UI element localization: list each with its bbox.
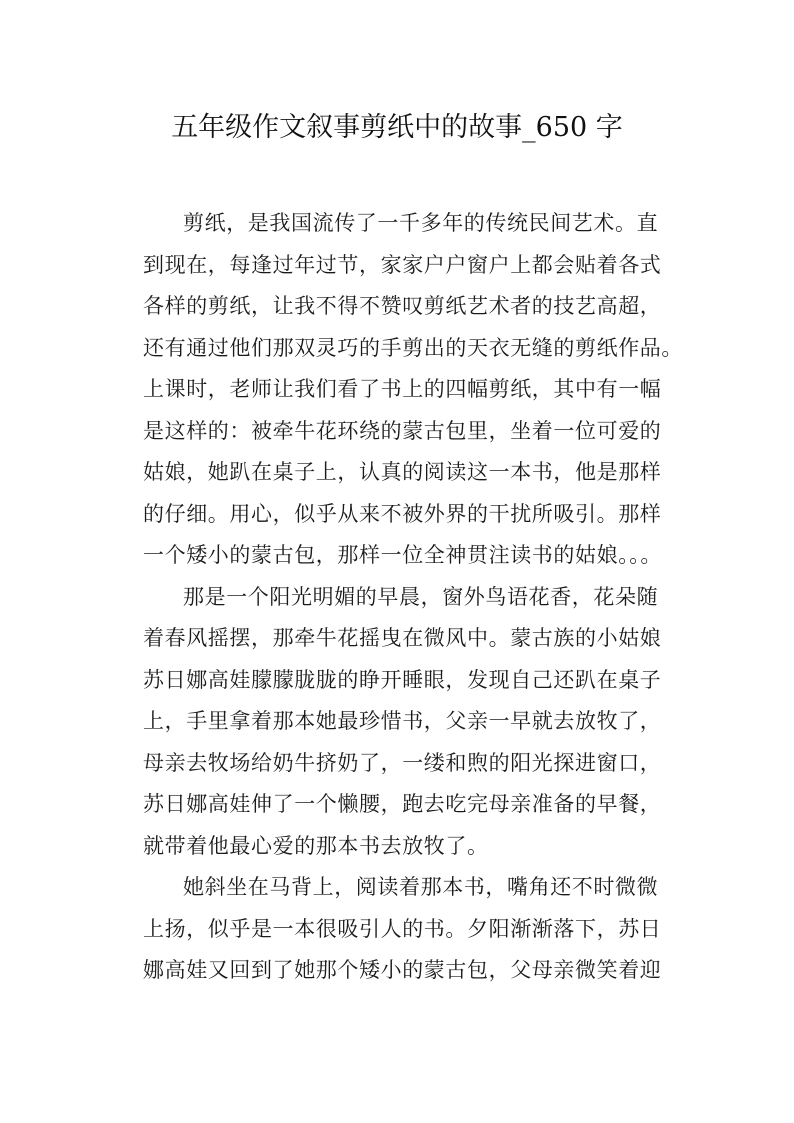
text-line: 上课时，老师让我们看了书上的四幅剪纸，其中有一幅: [143, 377, 662, 401]
text-line: 上，手里拿着那本她最珍惜书，父亲一早就去放牧了，: [143, 709, 662, 733]
text-line: 母亲去牧场给奶牛挤奶了，一缕和煦的阳光探进窗口，: [143, 750, 662, 775]
paragraph-3: [143, 867, 703, 992]
paragraph-1: [143, 203, 703, 577]
text-line: 她斜坐在马背上，阅读着那本书，嘴角还不时微微: [183, 875, 659, 899]
text-line: 苏日娜高娃朦朦胧胧的睁开睡眼，发现自己还趴在桌子: [143, 667, 662, 692]
text-line: 就带着他最心爱的那本书去放牧了。: [143, 833, 489, 858]
text-line: 上扬，似乎是一本很吸引人的书。夕阳渐渐落下，苏日: [143, 916, 662, 941]
text-line: 苏日娜高娃伸了一个懒腰，跑去吃完母亲准备的早餐，: [143, 792, 662, 816]
text-line: 到现在，每逢过年过节，家家户户窗户上都会贴着各式: [143, 252, 662, 277]
text-line: 着春风摇摆，那牵牛花摇曳在微风中。蒙古族的小姑娘: [143, 626, 662, 650]
text-line: 的仔细。用心，似乎从来不被外界的干扰所吸引。那样: [143, 501, 662, 526]
document-body: [143, 203, 703, 992]
text-line: 各样的剪纸，让我不得不赞叹剪纸艺术者的技艺高超，: [143, 294, 662, 318]
text-line: 还有通过他们那双灵巧的手剪出的天衣无缝的剪纸作品。: [143, 335, 683, 360]
paragraph-2: [143, 577, 703, 868]
text-line: 姑娘，她趴在桌子上，认真的阅读这一本书，他是那样: [143, 460, 662, 484]
document-title: 五年级作文叙事剪纸中的故事_650 字: [171, 112, 623, 143]
text-line: 那是一个阳光明媚的早晨，窗外鸟语花香，花朵随: [183, 584, 659, 609]
text-line: 一个矮小的蒙古包，那样一位全神贯注读书的姑娘。。。: [143, 543, 662, 567]
text-line: 是这样的：被牵牛花环绕的蒙古包里，坐着一位可爱的: [143, 418, 662, 443]
text-line: 娜高娃又回到了她那个矮小的蒙古包，父母亲微笑着迎: [143, 958, 662, 982]
text-line: 剪纸，是我国流传了一千多年的传统民间艺术。直: [183, 211, 659, 235]
